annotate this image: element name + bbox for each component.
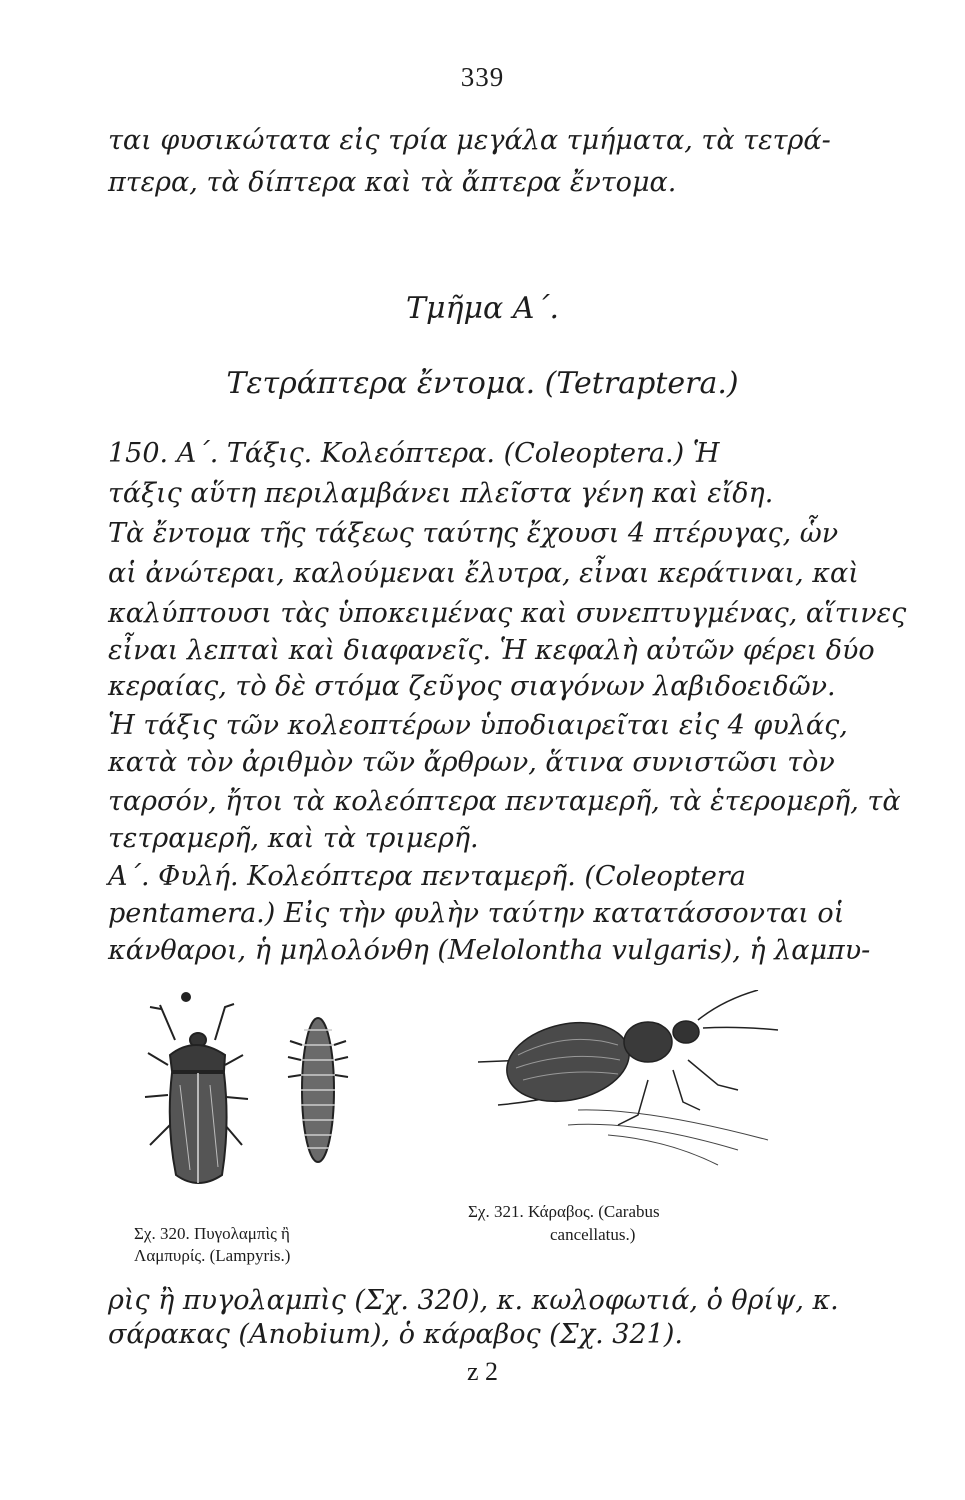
paragraph-line: Τὰ ἔντομα τῆς τάξεως ταύτης ἔχουσι 4 πτέρυγας, ὧν: [108, 518, 839, 549]
paragraph-line: κεραίας, τὸ δὲ στόμα ζεῦγος σιαγόνων λαβιδοειδῶν.: [108, 671, 836, 702]
paragraph-line: pentamera.) Εἰς τὴν φυλὴν ταύτην κατατάσσονται οἱ: [108, 898, 845, 929]
firefly-illustration: [130, 985, 390, 1205]
paragraph-line: κατὰ τὸν ἀριθμὸν τῶν ἄρθρων, ἅτινα συνιστῶσι τὸν: [108, 747, 835, 778]
paragraph-line: εἶναι λεπταὶ καὶ διαφανεῖς. Ἡ κεφαλὴ αὐτῶν φέρει δύο: [108, 635, 875, 666]
figure-320-caption-line1: Σχ. 320. Πυγολαμπὶς ἢ: [134, 1224, 290, 1243]
paragraph-line: τετραμερῆ, καὶ τὰ τριμερῆ.: [108, 823, 479, 854]
paragraph-line: 150. Α΄. Τάξις. Κολεόπτερα. (Coleoptera.) Ἡ: [108, 438, 720, 469]
ground-beetle-illustration: [468, 990, 788, 1180]
figure-321-caption-line2: cancellatus.): [550, 1225, 636, 1244]
fig-mark: [181, 992, 191, 1002]
paragraph-line: ρὶς ἢ πυγολαμπὶς (Σχ. 320), κ. κωλοφωτιά, ὁ θρίψ, κ.: [108, 1285, 839, 1316]
section-subheading: Τετράπτερα ἔντομα. (Tetraptera.): [226, 366, 739, 401]
figure-321-caption-line1: Σχ. 321. Κάραβος. (Carabus: [468, 1202, 660, 1221]
paragraph-line: Ἡ τάξις τῶν κολεοπτέρων ὑποδιαιρεῖται εἰς 4 φυλάς,: [108, 710, 848, 741]
paragraph-line: τάξις αὕτη περιλαμβάνει πλεῖστα γένη καὶ εἴδη.: [108, 478, 774, 509]
text-line: ται φυσικώτατα εἰς τρία μεγάλα τμήματα, τὰ τετρά-: [108, 125, 831, 156]
section-heading: Τμῆμα Α΄.: [406, 291, 559, 326]
paragraph-line: αἱ ἀνώτεραι, καλούμεναι ἔλυτρα, εἶναι κεράτιναι, καὶ: [108, 558, 859, 589]
text-line: πτερα, τὰ δίπτερα καὶ τὰ ἄπτερα ἔντομα.: [108, 167, 677, 198]
paragraph-line: ταρσόν, ἤτοι τὰ κολεόπτερα πενταμερῆ, τὰ ἑτερομερῆ, τὰ: [108, 786, 901, 817]
paragraph-line: Α΄. Φυλή. Κολεόπτερα πενταμερῆ. (Coleoptera: [108, 861, 746, 892]
page-number: 339: [460, 62, 505, 92]
paragraph-line: σάρακας (Anobium), ὁ κάραβος (Σχ. 321).: [108, 1319, 683, 1350]
figure-320-caption-line2: Λαμπυρίς. (Lampyris.): [134, 1246, 291, 1265]
page-signature: z 2: [466, 1357, 499, 1386]
paragraph-line: καλύπτουσι τὰς ὑποκειμένας καὶ συνεπτυγμένας, αἵτινες: [108, 598, 907, 629]
paragraph-line: κάνθαροι, ἡ μηλολόνθη (Melolontha vulgaris), ἡ λαμπυ-: [108, 935, 871, 966]
